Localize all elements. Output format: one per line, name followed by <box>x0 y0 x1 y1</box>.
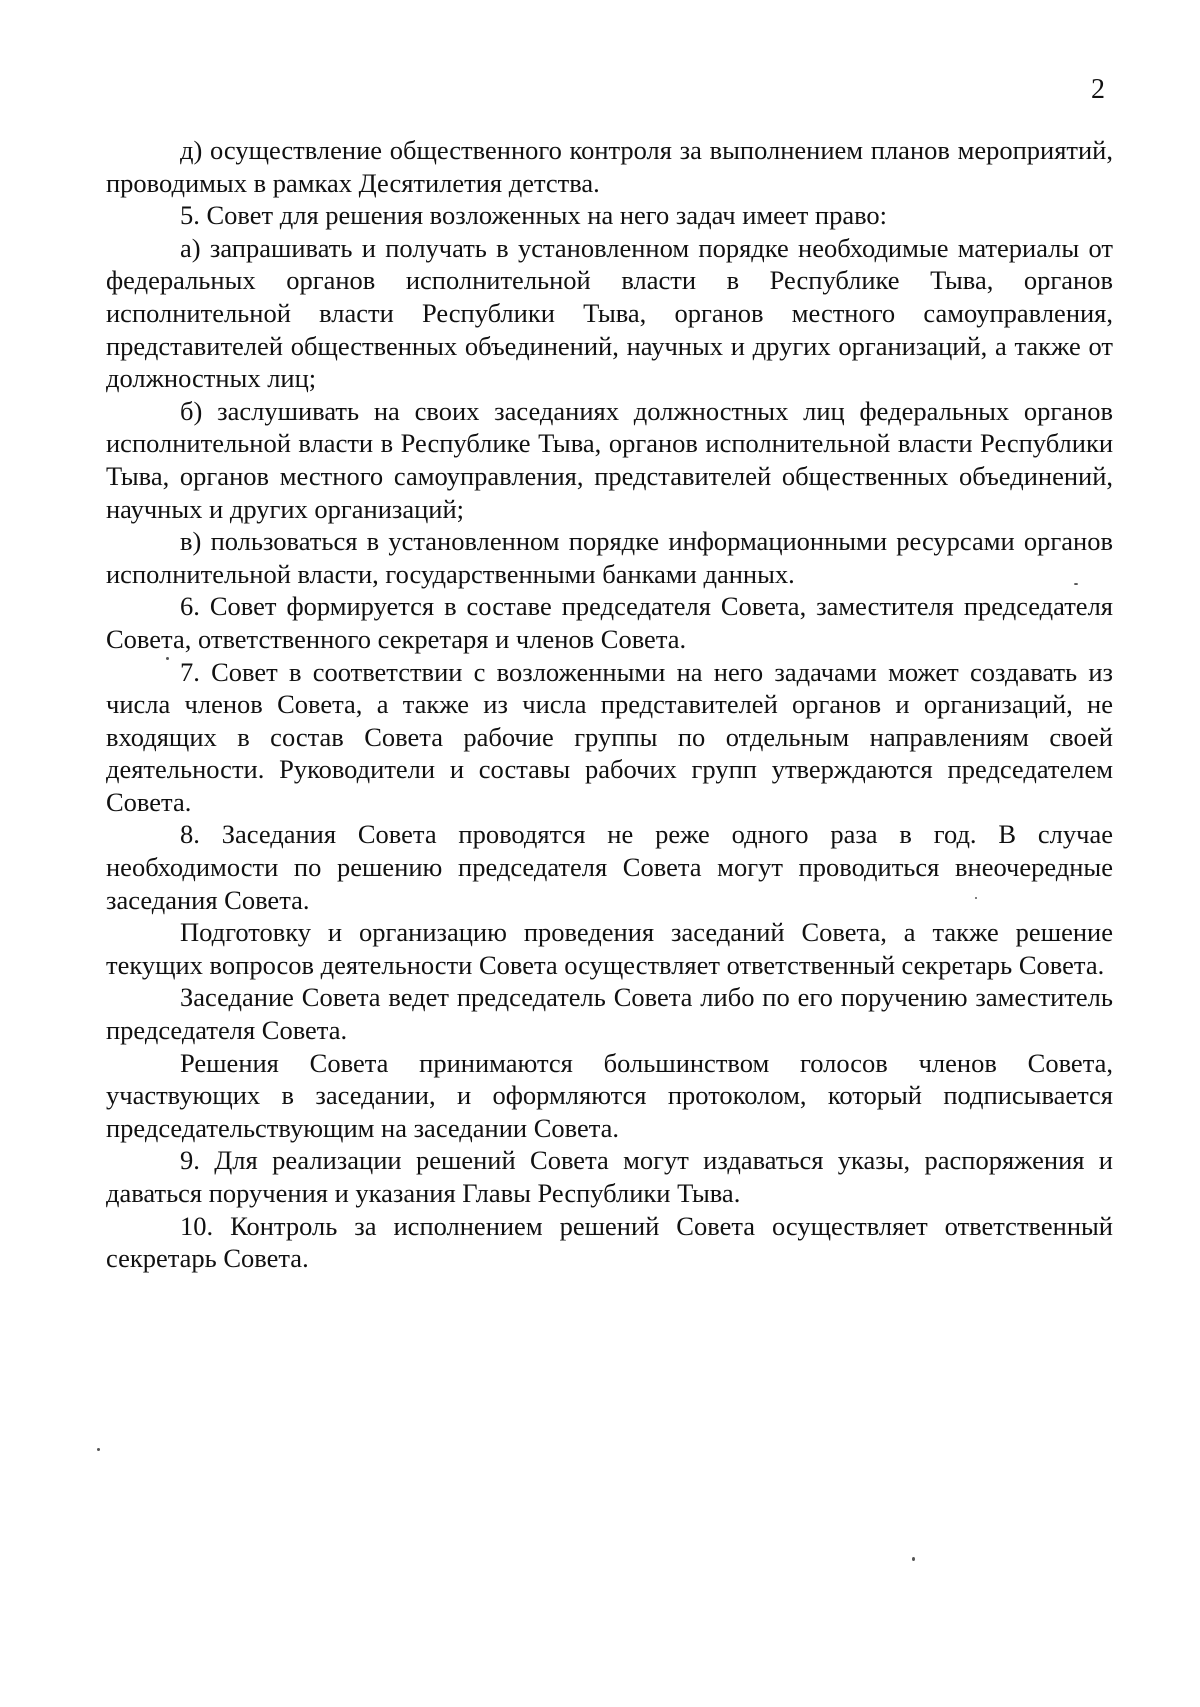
paragraph-8-chair: Заседание Совета ведет председатель Совета либо по его поручению заместитель председателя Совета. <box>106 982 1113 1046</box>
paragraph-10-control: 10. Контроль за исполнением решений Совета осуществляет ответственный секретарь Совета. <box>106 1210 1113 1274</box>
paragraph-item-a: а) запрашивать и получать в установленном порядке необходимые материалы от федеральных органов исполнительной власти в Республике Тыва, органов исполнительной власти Республики Тыва, органов местного самоуправления, представителей общественных объединений, научных и других организаций, а также от должностных лиц; <box>106 232 1113 394</box>
page-number: 2 <box>1091 74 1105 105</box>
paragraph-8-decisions: Решения Совета принимаются большинством голосов членов Совета, участвующих в заседании, и оформляются протоколом, который подписывается председательствующим на заседании Совета. <box>106 1047 1113 1143</box>
paragraph-9-implementation: 9. Для реализации решений Совета могут издаваться указы, распоряжения и даваться поручения и указания Главы Республики Тыва. <box>106 1145 1113 1208</box>
paragraph-8-preparation: Подготовку и организацию проведения заседаний Совета, а также решение текущих вопросов деятельности Совета осуществляет ответственный секретарь Совета. <box>106 917 1113 980</box>
paragraph-item-d: д) осуществление общественного контроля за выполнением планов мероприятий, проводимых в рамках Десятилетия детства. <box>106 135 1113 198</box>
document-body <box>106 134 1113 1275</box>
scan-speck <box>166 657 169 660</box>
scan-speck <box>97 1448 100 1451</box>
paragraph-item-b: б) заслушивать на своих заседаниях должностных лиц федеральных органов исполнительной власти в Республике Тыва, органов исполнительной власти Республики Тыва, органов местного самоуправления, представителей общественных объединений, научных и других организаций; <box>106 395 1113 524</box>
paragraph-5-council-rights: 5. Совет для решения возложенных на него задач имеет право: <box>180 200 888 231</box>
paragraph-6-composition: 6. Совет формируется в составе председателя Совета, заместителя председателя Совета, ответственного секретаря и членов Совета. <box>106 591 1113 654</box>
paragraph-8-meetings: 8. Заседания Совета проводятся не реже одного раза в год. В случае необходимости по решению председателя Совета могут проводиться внеочередные заседания Совета. <box>106 819 1113 915</box>
scan-speck <box>912 1557 915 1561</box>
scan-speck <box>975 897 977 899</box>
paragraph-item-v: в) пользоваться в установленном порядке информационными ресурсами органов исполнительной власти, государственными банками данных. <box>106 526 1113 589</box>
paragraph-7-working-groups: 7. Совет в соответствии с возложенными на него задачами может создавать из числа членов Совета, а также из числа представителей органов и организаций, не входящих в состав Совета рабочие группы по отдельным направлениям своей деятельности. Руководители и составы рабочих групп утверждаются председателем Совета. <box>106 656 1113 817</box>
scan-speck <box>1074 583 1078 585</box>
